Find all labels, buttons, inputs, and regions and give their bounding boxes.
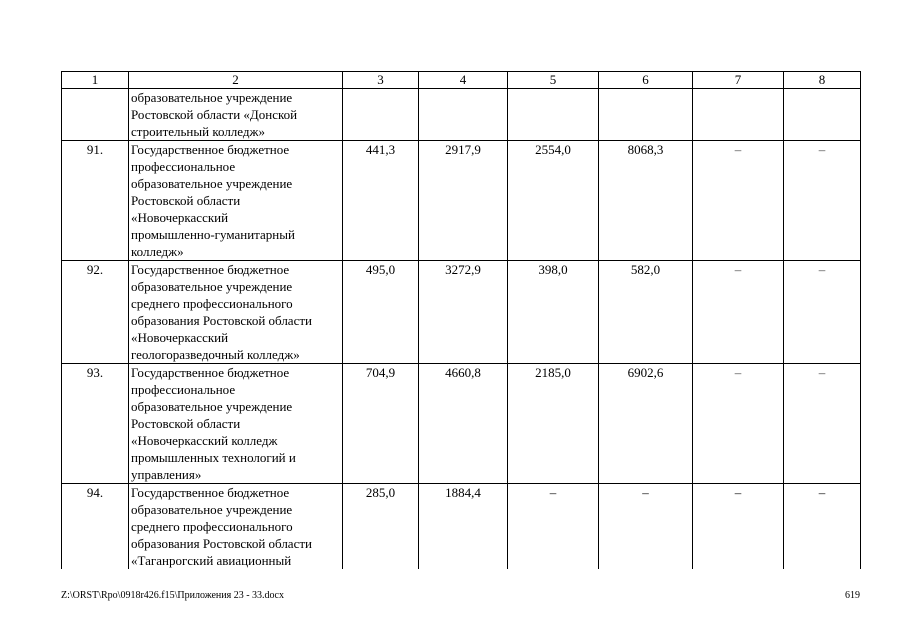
value-cell-col8: – bbox=[784, 261, 861, 364]
value-cell bbox=[508, 89, 599, 141]
name-line: среднего профессионального bbox=[131, 519, 293, 534]
value-cell-col5: 2554,0 bbox=[508, 141, 599, 261]
row-number-cell: 93. bbox=[62, 364, 129, 484]
value-cell-col5: – bbox=[508, 484, 599, 570]
name-line: образования Ростовской области bbox=[131, 536, 312, 551]
name-line: Государственное бюджетное bbox=[131, 142, 290, 157]
name-line: образования Ростовской области bbox=[131, 313, 312, 328]
table-row bbox=[62, 261, 861, 364]
value-cell-col6: 6902,6 bbox=[599, 364, 693, 484]
name-line: Ростовской области bbox=[131, 416, 241, 431]
name-line: управления» bbox=[131, 467, 202, 482]
name-line: промышленно-гуманитарный bbox=[131, 227, 295, 242]
name-line: образовательное учреждение bbox=[131, 279, 293, 294]
name-line: промышленных технологий и bbox=[131, 450, 296, 465]
institution-name-cell bbox=[129, 89, 343, 141]
name-line: профессиональное bbox=[131, 159, 236, 174]
name-line: Государственное бюджетное bbox=[131, 485, 290, 500]
name-line: Ростовской области bbox=[131, 193, 241, 208]
value-cell-col3: 441,3 bbox=[343, 141, 419, 261]
table-row-continuation bbox=[62, 89, 861, 141]
name-line: «Таганрогский авиационный bbox=[131, 553, 292, 568]
column-header: 6 bbox=[599, 72, 693, 89]
name-line: Государственное бюджетное bbox=[131, 365, 290, 380]
institution-name-cell bbox=[129, 484, 343, 570]
name-line: образовательное учреждение bbox=[131, 90, 293, 105]
institution-name-cell bbox=[129, 261, 343, 364]
name-line: Государственное бюджетное bbox=[131, 262, 290, 277]
value-cell-col6: – bbox=[599, 484, 693, 570]
value-cell-col6: 582,0 bbox=[599, 261, 693, 364]
value-cell-col8: – bbox=[784, 364, 861, 484]
value-cell-col5: 398,0 bbox=[508, 261, 599, 364]
table-row bbox=[62, 141, 861, 261]
institution-name-cell bbox=[129, 141, 343, 261]
name-line: образовательное учреждение bbox=[131, 399, 293, 414]
row-number-cell: 94. bbox=[62, 484, 129, 570]
value-cell-col7: – bbox=[693, 141, 784, 261]
value-cell bbox=[599, 89, 693, 141]
value-cell bbox=[784, 89, 861, 141]
header-row bbox=[62, 72, 861, 89]
table-row bbox=[62, 484, 861, 570]
column-header: 3 bbox=[343, 72, 419, 89]
value-cell bbox=[343, 89, 419, 141]
value-cell bbox=[419, 89, 508, 141]
name-line: среднего профессионального bbox=[131, 296, 293, 311]
value-cell-col5: 2185,0 bbox=[508, 364, 599, 484]
column-header: 8 bbox=[784, 72, 861, 89]
value-cell-col6: 8068,3 bbox=[599, 141, 693, 261]
name-line: геологоразведочный колледж» bbox=[131, 347, 300, 362]
table-row bbox=[62, 364, 861, 484]
value-cell-col7: – bbox=[693, 364, 784, 484]
row-number-cell: 92. bbox=[62, 261, 129, 364]
value-cell-col4: 4660,8 bbox=[419, 364, 508, 484]
value-cell bbox=[693, 89, 784, 141]
name-line: «Новочеркасский bbox=[131, 210, 229, 225]
value-cell-col8: – bbox=[784, 484, 861, 570]
appendix-table bbox=[61, 71, 861, 569]
name-line: «Новочеркасский bbox=[131, 330, 229, 345]
value-cell-col7: – bbox=[693, 261, 784, 364]
footer-page-number: 619 bbox=[845, 590, 860, 601]
value-cell-col4: 2917,9 bbox=[419, 141, 508, 261]
value-cell-col3: 285,0 bbox=[343, 484, 419, 570]
institution-name-cell bbox=[129, 364, 343, 484]
value-cell-col4: 1884,4 bbox=[419, 484, 508, 570]
row-number-cell bbox=[62, 89, 129, 141]
value-cell-col4: 3272,9 bbox=[419, 261, 508, 364]
value-cell-col3: 704,9 bbox=[343, 364, 419, 484]
name-line: профессиональное bbox=[131, 382, 236, 397]
value-cell-col8: – bbox=[784, 141, 861, 261]
name-line: колледж» bbox=[131, 244, 184, 259]
row-number-cell: 91. bbox=[62, 141, 129, 261]
name-line: Ростовской области «Донской bbox=[131, 107, 298, 122]
footer-file-path: Z:\ORST\Rpo\0918r426.f15\Приложения 23 - 33.docx bbox=[61, 590, 284, 601]
value-cell-col3: 495,0 bbox=[343, 261, 419, 364]
column-header: 1 bbox=[62, 72, 129, 89]
name-line: образовательное учреждение bbox=[131, 176, 293, 191]
column-header: 2 bbox=[129, 72, 343, 89]
name-line: «Новочеркасский колледж bbox=[131, 433, 278, 448]
value-cell-col7: – bbox=[693, 484, 784, 570]
column-header: 4 bbox=[419, 72, 508, 89]
name-line: образовательное учреждение bbox=[131, 502, 293, 517]
column-header: 7 bbox=[693, 72, 784, 89]
name-line: строительный колледж» bbox=[131, 124, 265, 139]
column-header: 5 bbox=[508, 72, 599, 89]
